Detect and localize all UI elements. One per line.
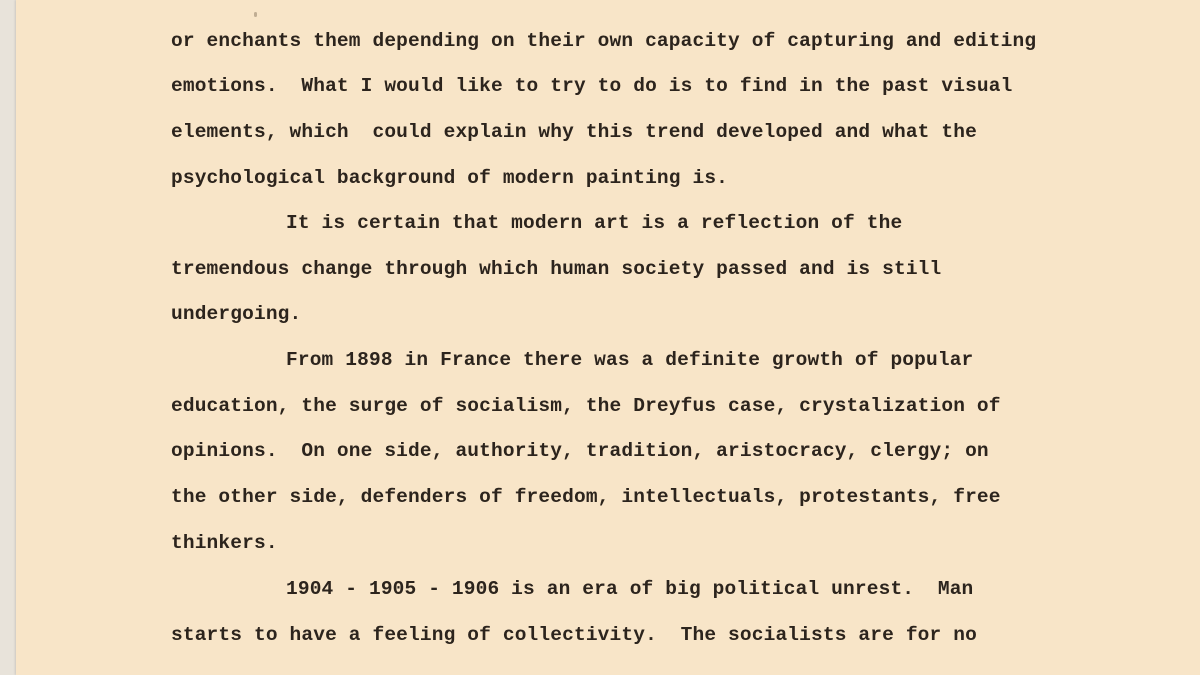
- page-body-text: [16, 0, 1200, 675]
- typewritten-page: [16, 0, 1200, 675]
- paragraph-first-line: It is certain that modern art is a reflection of the: [286, 212, 903, 234]
- text-line: psychological background of modern painting is.: [171, 167, 729, 189]
- text-line: opinions. On one side, authority, tradition, aristocracy, clergy; on: [171, 440, 989, 462]
- text-line: thinkers.: [171, 532, 278, 554]
- text-line: emotions. What I would like to try to do is to find in the past visual: [171, 75, 1013, 97]
- paragraph-first-line: From 1898 in France there was a definite growth of popular: [286, 349, 974, 371]
- text-line: or enchants them depending on their own capacity of capturing and editing: [171, 30, 1037, 52]
- text-line: tremendous change through which human society passed and is still: [171, 258, 942, 280]
- text-line: starts to have a feeling of collectivity. The socialists are for no: [171, 624, 977, 646]
- text-line: undergoing.: [171, 303, 302, 325]
- paragraph-first-line: 1904 - 1905 - 1906 is an era of big political unrest. Man: [286, 578, 974, 600]
- text-line: elements, which could explain why this trend developed and what the: [171, 121, 977, 143]
- text-line: the other side, defenders of freedom, intellectuals, protestants, free: [171, 486, 1001, 508]
- text-line: education, the surge of socialism, the Dreyfus case, crystalization of: [171, 395, 1001, 417]
